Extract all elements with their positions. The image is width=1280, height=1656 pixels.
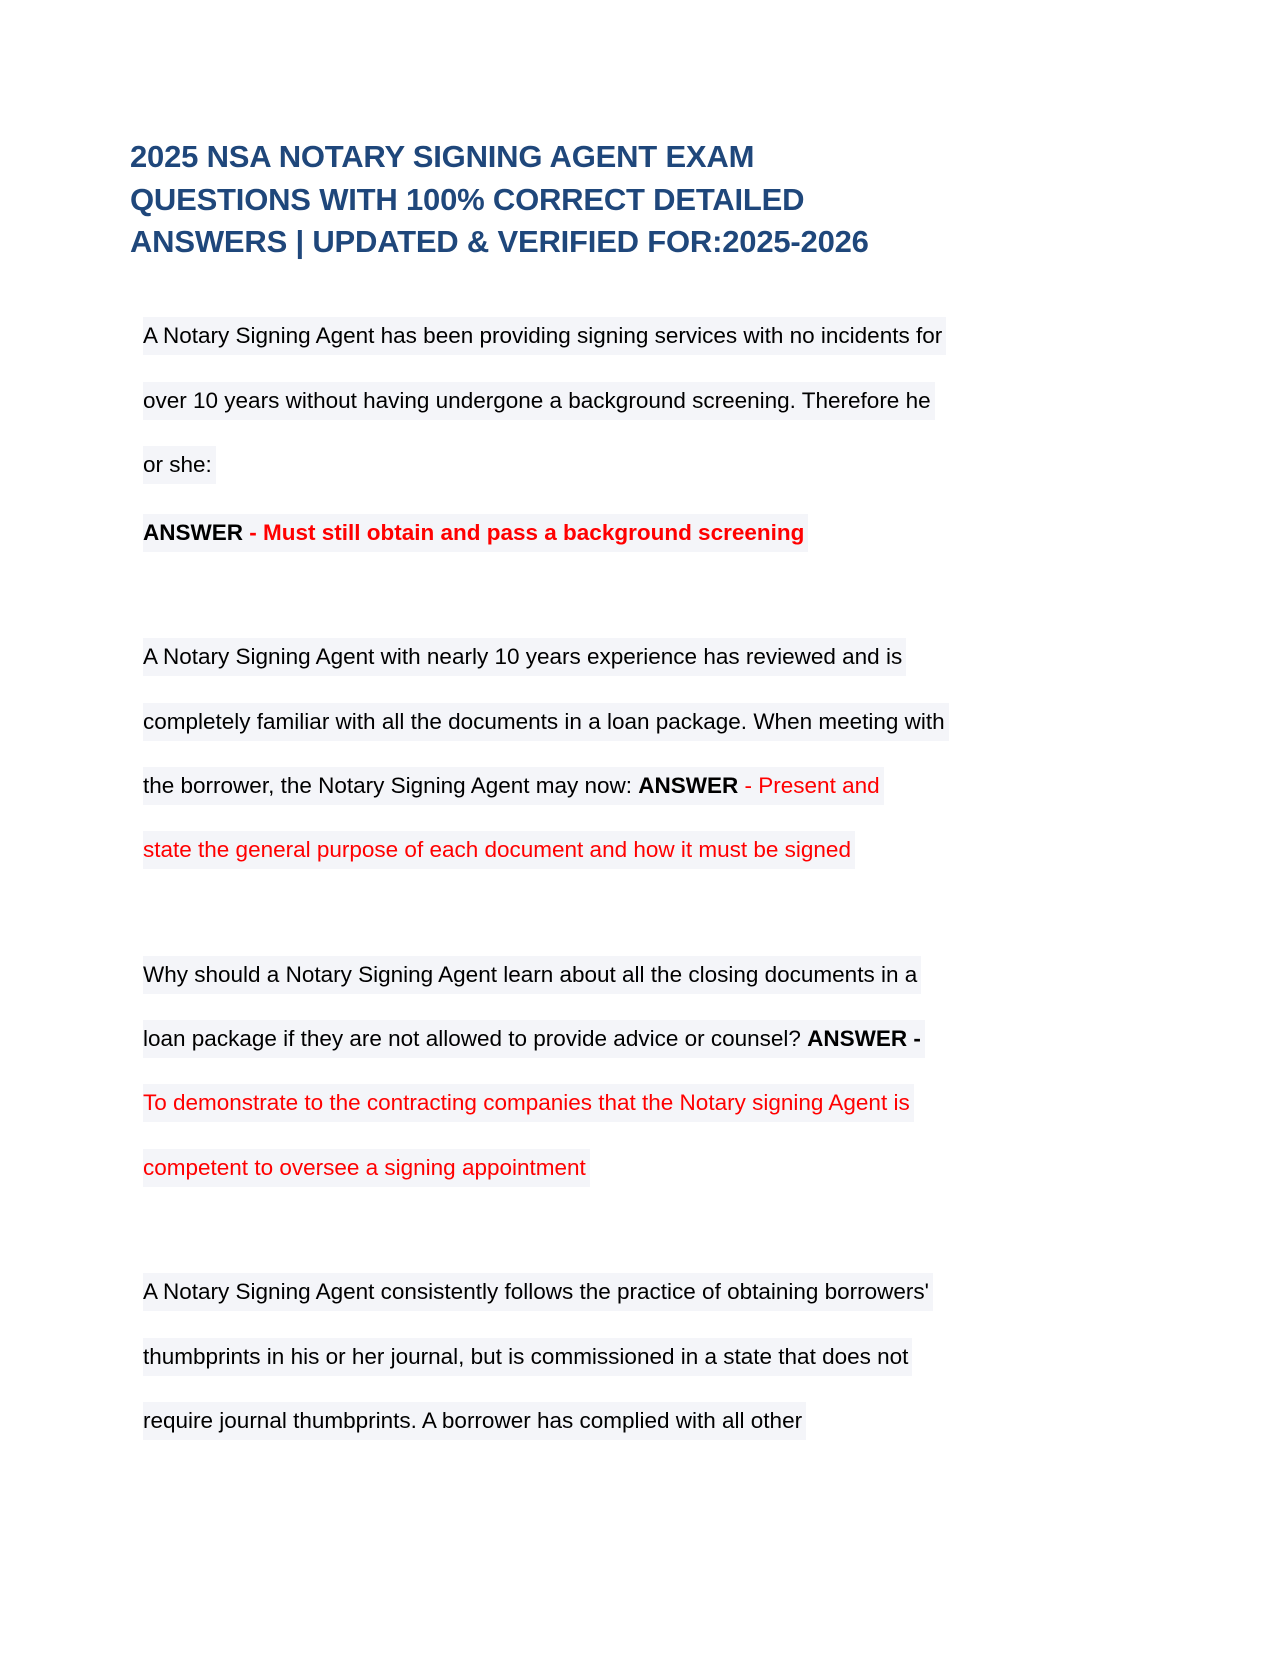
question-3-line bbox=[143, 1020, 925, 1058]
question-1-line bbox=[143, 446, 216, 484]
answer-text: competent to oversee a signing appointment bbox=[143, 1149, 590, 1187]
question-text: A Notary Signing Agent consistently follows the practice of obtaining borrowers' bbox=[143, 1273, 933, 1311]
question-4-line bbox=[143, 1338, 912, 1376]
question-text: require journal thumbprints. A borrower has complied with all other bbox=[143, 1402, 806, 1440]
answer-text: Must still obtain and pass a background screening bbox=[263, 520, 805, 545]
question-text: A Notary Signing Agent with nearly 10 years experience has reviewed and is bbox=[143, 638, 906, 676]
answer-label: ANSWER bbox=[807, 1026, 908, 1051]
question-text: Why should a Notary Signing Agent learn about all the closing documents in a bbox=[143, 956, 921, 994]
question-3-line bbox=[143, 956, 921, 994]
document-title bbox=[130, 136, 1130, 264]
question-text: over 10 years without having undergone a background screening. Therefore he bbox=[143, 382, 935, 420]
question-text: A Notary Signing Agent has been providing signing services with no incidents for bbox=[143, 317, 946, 355]
question-1-line bbox=[143, 317, 946, 355]
question-text: completely familiar with all the documents in a loan package. When meeting with bbox=[143, 703, 949, 741]
answer-label: ANSWER bbox=[143, 520, 243, 545]
question-text: thumbprints in his or her journal, but is commissioned in a state that does not bbox=[143, 1338, 912, 1376]
question-2-line bbox=[143, 703, 949, 741]
answer-text: - Present and bbox=[738, 773, 880, 798]
answer-2-line bbox=[143, 831, 855, 869]
question-2-line bbox=[143, 767, 884, 805]
title-line: ANSWERS | UPDATED & VERIFIED FOR:2025-2026 bbox=[130, 224, 869, 259]
answer-dash: - bbox=[907, 1026, 921, 1051]
answer-text: To demonstrate to the contracting companies that the Notary signing Agent is bbox=[143, 1084, 914, 1122]
question-text: the borrower, the Notary Signing Agent may now: bbox=[143, 773, 639, 798]
answer-3-line bbox=[143, 1149, 590, 1187]
answer-label: ANSWER bbox=[638, 773, 739, 798]
question-1-line bbox=[143, 382, 935, 420]
question-text: or she: bbox=[143, 446, 216, 484]
answer-3-line bbox=[143, 1084, 914, 1122]
question-text: loan package if they are not allowed to provide advice or counsel? bbox=[143, 1026, 808, 1051]
answer-1-line bbox=[143, 514, 808, 552]
answer-dash: - bbox=[243, 520, 263, 545]
question-2-line bbox=[143, 638, 906, 676]
title-line: QUESTIONS WITH 100% CORRECT DETAILED bbox=[130, 181, 805, 217]
answer-text: state the general purpose of each document and how it must be signed bbox=[143, 831, 855, 869]
title-line: 2025 NSA NOTARY SIGNING AGENT EXAM bbox=[130, 139, 755, 174]
question-4-line bbox=[143, 1273, 933, 1311]
question-4-line bbox=[143, 1402, 806, 1440]
